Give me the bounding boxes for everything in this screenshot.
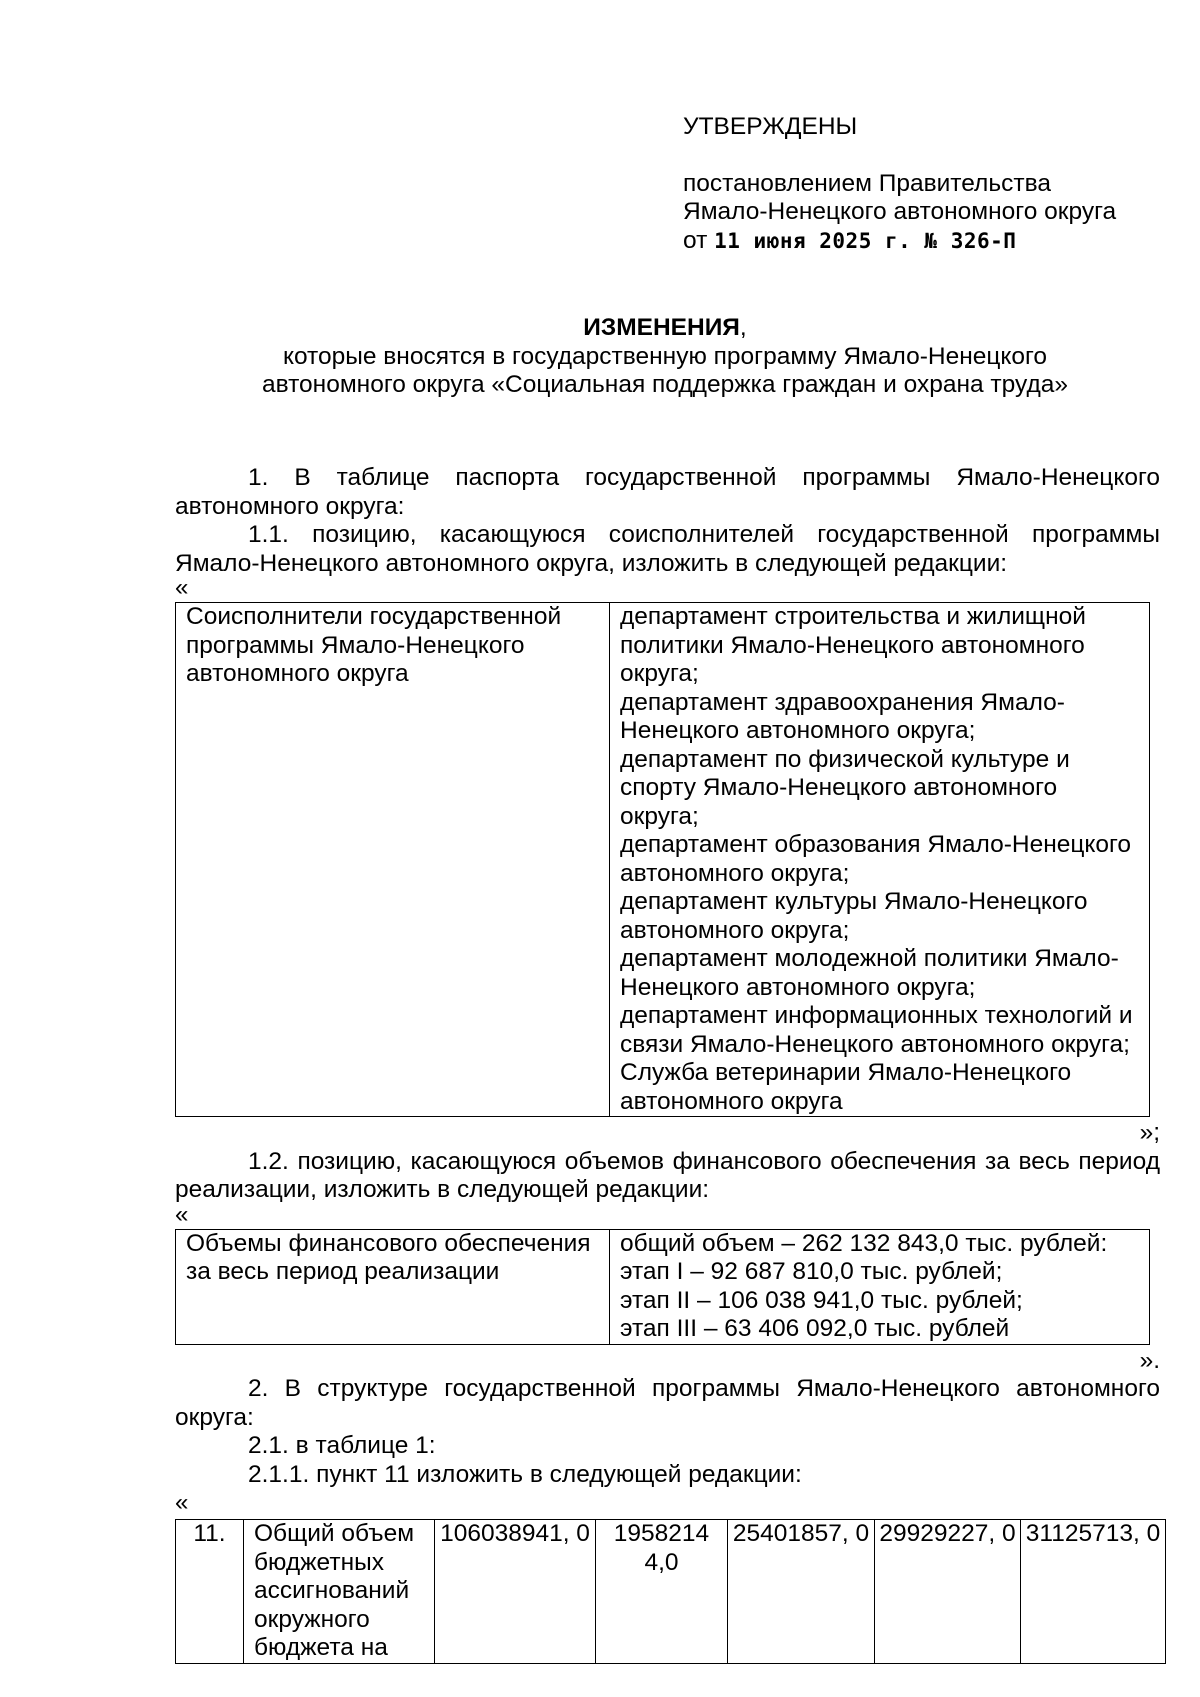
close-quote-1: »; <box>1139 1119 1160 1146</box>
co-executor-line: департамент информационных технологий и <box>620 1002 1133 1029</box>
table-cell-value <box>610 603 1150 1117</box>
co-executor-line: Ненецкого автономного округа; <box>620 717 976 744</box>
approval-line-1: постановлением Правительства <box>683 169 1051 197</box>
title-main: ИЗМЕНЕНИЯ <box>583 314 740 341</box>
row-value-2: 25401857, 0 <box>728 1520 875 1664</box>
co-executor-line: автономного округа <box>620 1087 843 1115</box>
row-value-4: 31125713, 0 <box>1021 1520 1166 1664</box>
approval-date-prefix: от <box>683 226 708 254</box>
financing-line: этап III – 63 406 092,0 тыс. рублей <box>620 1315 1010 1342</box>
open-quote-2: « <box>175 1200 189 1228</box>
approval-heading: УТВЕРЖДЕНЫ <box>683 113 858 140</box>
co-executor-line: департамент здравоохранения Ямало- <box>620 688 1065 716</box>
open-quote-3: « <box>175 1489 189 1516</box>
close-quote-2: ». <box>1139 1346 1160 1374</box>
co-executor-line: автономного округа; <box>620 859 850 887</box>
table-structure <box>175 1519 1166 1664</box>
row-number: 11. <box>176 1520 244 1664</box>
co-executor-line: политики Ямало-Ненецкого автономного <box>620 631 1085 659</box>
co-executor-line: департамент образования Ямало-Ненецкого <box>620 831 1132 858</box>
co-executor-line: спорту Ямало-Ненецкого автономного округа; <box>620 774 1058 830</box>
row-value-3: 29929227, 0 <box>875 1520 1021 1664</box>
paragraph-2-1: 2.1. в таблице 1: <box>248 1432 436 1459</box>
document-title <box>170 314 1160 400</box>
open-quote-1: « <box>175 574 189 601</box>
row-name: Общий объем бюджетных ассигнований окружного бюджета на <box>244 1520 435 1664</box>
title-main-line <box>170 314 1160 343</box>
financing-line: общий объем – 262 132 843,0 тыс. рублей: <box>620 1229 1108 1257</box>
row-value-1: 1958214 4,0 <box>596 1520 728 1664</box>
title-line-3: автономного округа «Социальная поддержка граждан и охрана труда» <box>262 371 1068 398</box>
paragraph-1-2: 1.2. позицию, касающуюся объемов финансового обеспечения за весь период реализации, изложить в следующей редакции: <box>175 1147 1160 1203</box>
table-cell-label: Соисполнители государственной программы Ямало-Ненецкого автономного округа <box>176 603 610 1117</box>
table-cell-value <box>610 1229 1150 1344</box>
paragraph-1: 1. В таблице паспорта государственной программы Ямало-Ненецкого автономного округа: <box>175 464 1160 520</box>
section-1 <box>175 464 1160 1664</box>
table-row <box>176 1229 1150 1344</box>
co-executor-line: Ненецкого автономного округа; <box>620 973 976 1001</box>
co-executor-line: департамент строительства и жилищной <box>620 603 1086 630</box>
table-row <box>176 603 1150 1117</box>
co-executor-line: округа; <box>620 660 699 687</box>
row-value-total: 106038941, 0 <box>435 1520 596 1664</box>
co-executor-line: автономного округа; <box>620 916 850 944</box>
approval-line-3 <box>683 227 1163 256</box>
paragraph-2-1-1: 2.1.1. пункт 11 изложить в следующей редакции: <box>248 1460 802 1488</box>
approval-date-number: 11 июня 2025 г. № 326-П <box>714 228 1017 253</box>
title-line-2: которые вносятся в государственную программу Ямало-Ненецкого <box>282 342 1048 370</box>
co-executor-line: департамент по физической культуре и <box>620 745 1070 773</box>
co-executor-line: департамент культуры Ямало-Ненецкого <box>620 888 1088 915</box>
financing-line: этап II – 106 038 941,0 тыс. рублей; <box>620 1286 1023 1314</box>
co-executor-line: Служба ветеринарии Ямало-Ненецкого <box>620 1059 1072 1086</box>
paragraph-1-1: 1.1. позицию, касающуюся соисполнителей государственной программы Ямало-Ненецкого автономного округа, изложить в следующей редакции: <box>175 521 1160 577</box>
co-executor-line: связи Ямало-Ненецкого автономного округа; <box>620 1030 1130 1058</box>
table-row <box>176 1520 1166 1664</box>
co-executor-line: департамент молодежной политики Ямало- <box>620 945 1119 972</box>
title-main-comma: , <box>739 314 747 341</box>
table-financing <box>175 1229 1150 1345</box>
table-co-executors <box>175 602 1150 1117</box>
table-cell-label: Объемы финансового обеспечения за весь период реализации <box>176 1229 610 1344</box>
approval-line-2: Ямало-Ненецкого автономного округа <box>683 198 1117 225</box>
financing-line: этап I – 92 687 810,0 тыс. рублей; <box>620 1258 1003 1285</box>
paragraph-2: 2. В структуре государственной программы Ямало-Ненецкого автономного округа: <box>175 1375 1160 1431</box>
approval-block <box>683 113 1163 255</box>
